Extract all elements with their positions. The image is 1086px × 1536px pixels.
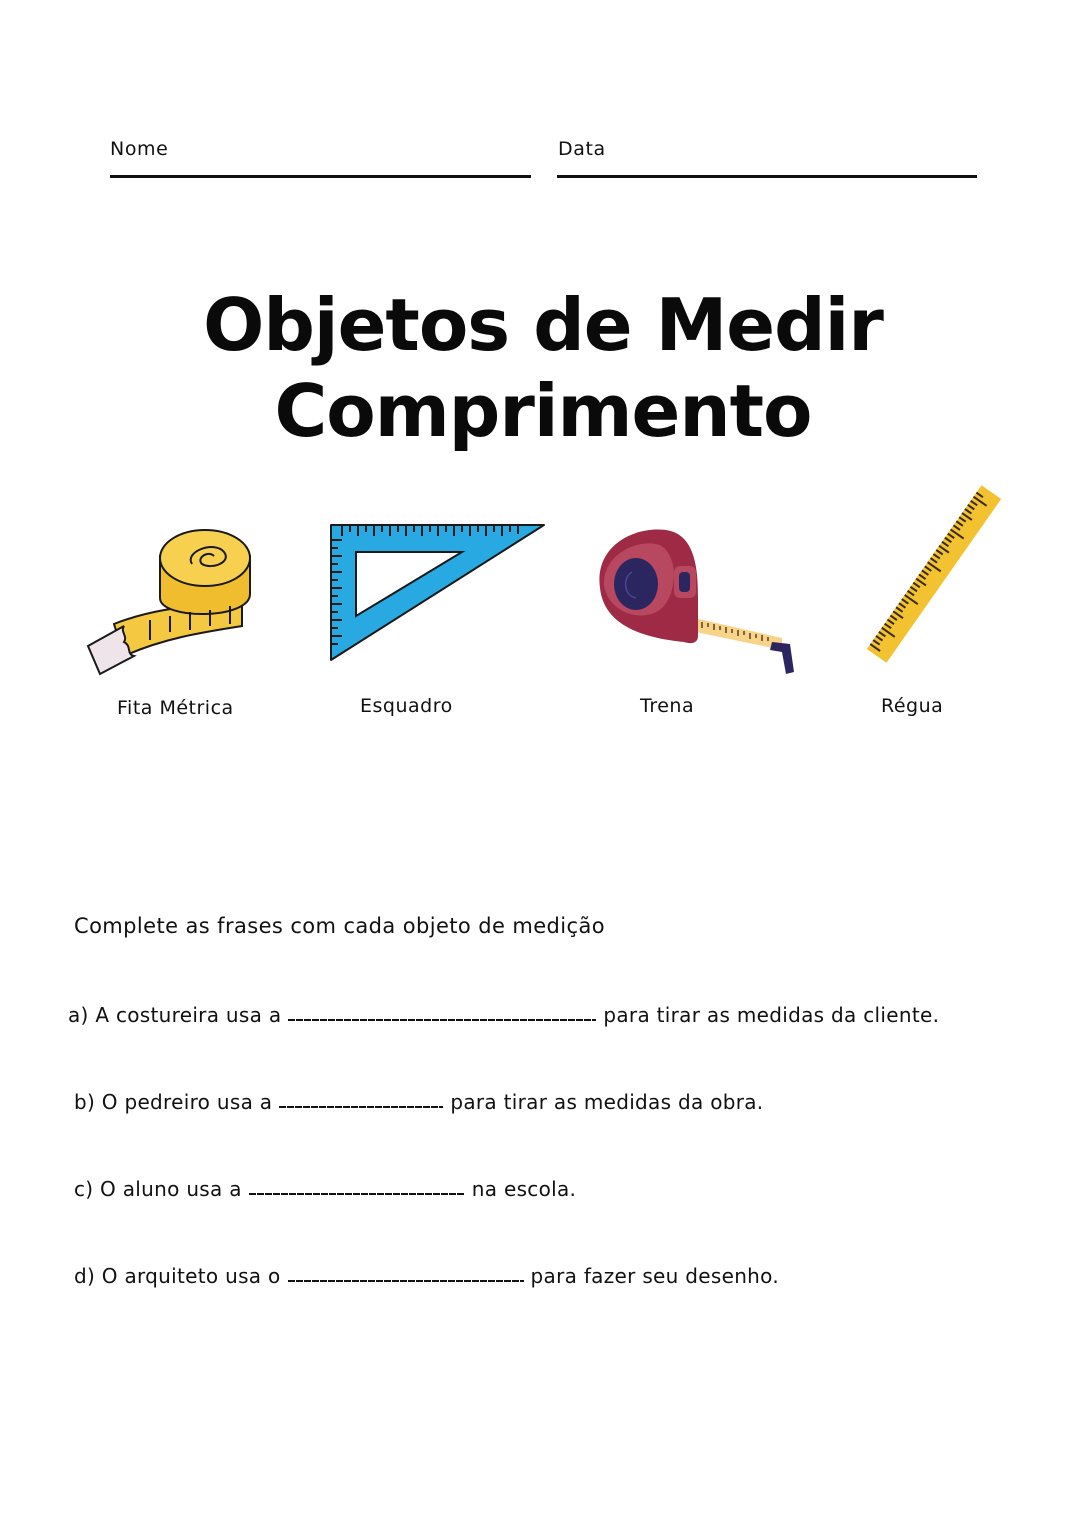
answer-blank-a[interactable] [288, 1019, 596, 1021]
sentence-b [74, 1090, 763, 1114]
exercise-instruction: Complete as frases com cada objeto de medição [74, 914, 605, 938]
answer-blank-d[interactable] [288, 1280, 524, 1282]
sentence-c [74, 1177, 576, 1201]
tool-label-trena: Trena [640, 695, 695, 717]
title-line-1: Objetos de Medir [203, 283, 883, 367]
sentence-d [74, 1264, 779, 1288]
ruler-icon [864, 484, 1004, 664]
sentence-a [68, 1003, 939, 1027]
sentence-d-prefix: d) O arquiteto usa o [74, 1264, 281, 1288]
date-label: Data [558, 138, 606, 160]
answer-blank-b[interactable] [279, 1106, 443, 1108]
sentence-c-suffix: na escola. [471, 1177, 577, 1201]
date-input-line[interactable] [557, 175, 977, 178]
sentence-b-prefix: b) O pedreiro usa a [74, 1090, 273, 1114]
tool-label-fita-metrica: Fita Métrica [117, 697, 234, 719]
tool-label-regua: Régua [881, 695, 944, 717]
set-square-icon [328, 522, 548, 664]
sentence-d-suffix: para fazer seu desenho. [530, 1264, 779, 1288]
sentence-c-prefix: c) O aluno usa a [74, 1177, 242, 1201]
page-title [0, 282, 1086, 454]
measuring-tape-icon [84, 528, 256, 676]
title-line-2: Comprimento [274, 369, 812, 453]
tool-label-esquadro: Esquadro [360, 695, 453, 717]
sentence-a-prefix: a) A costureira usa a [68, 1003, 282, 1027]
name-label: Nome [110, 138, 169, 160]
sentence-a-suffix: para tirar as medidas da cliente. [603, 1003, 940, 1027]
tape-measure-icon [594, 526, 800, 676]
sentence-b-suffix: para tirar as medidas da obra. [450, 1090, 764, 1114]
name-input-line[interactable] [110, 175, 531, 178]
answer-blank-c[interactable] [249, 1193, 465, 1195]
